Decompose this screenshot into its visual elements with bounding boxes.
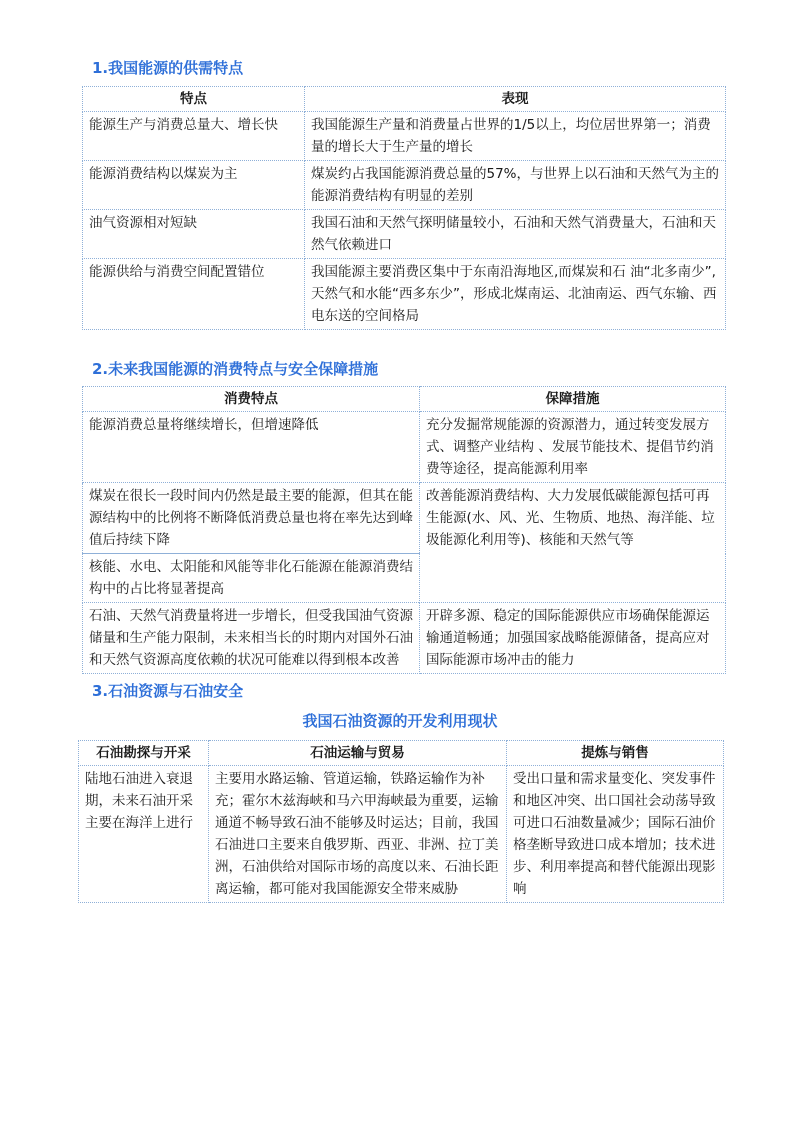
header-feature: 特点 — [83, 87, 305, 112]
consumption-feature-cell: 煤炭在很长一段时间内仍然是最主要的能源，但其在能源结构中的比例将不断降低消费总量也将在率先达到峰值后持续下降 — [83, 483, 420, 554]
table-row — [83, 112, 726, 161]
performance-cell: 我国能源主要消费区集中于东南沿海地区,而煤炭和石 油“北多南少”,天然气和水能“西多东少”，形成北煤南运、北油南运、西气东输、西电东送的空间格局 — [305, 259, 726, 330]
feature-cell: 能源生产与消费总量大、增长快 — [83, 112, 305, 161]
performance-cell: 煤炭约占我国能源消费总量的57%，与世界上以石油和天然气为主的能源消费结构有明显的差别 — [305, 161, 726, 210]
feature-cell: 能源消费结构以煤炭为主 — [83, 161, 305, 210]
consumption-feature-cell: 能源消费总量将继续增长，但增速降低 — [83, 412, 420, 483]
safeguard-measure-cell: 开辟多源、稳定的国际能源供应市场确保能源运输通道畅通；加强国家战略能源储备，提高应对国际能源市场冲击的能力 — [420, 603, 726, 674]
performance-cell: 我国能源生产量和消费量占世界的1/5以上，均位居世界第一；消费量的增长大于生产量的增长 — [305, 112, 726, 161]
future-consumption-table — [82, 386, 726, 674]
table-row — [83, 259, 726, 330]
header-consumption-feature: 消费特点 — [83, 387, 420, 412]
oil-table-title: 我国石油资源的开发利用现状 — [302, 712, 498, 730]
section1-title: 1.我国能源的供需特点 — [92, 59, 244, 77]
supply-demand-table — [82, 86, 726, 330]
refining-sales-cell: 受出口量和需求量变化、突发事件和地区冲突、出口国社会动荡导致可进口石油数量减少；国际石油价格垄断导致进口成本增加；技术进步、利用率提高和替代能源出现影响 — [507, 766, 724, 903]
table-row — [83, 483, 726, 554]
consumption-feature-cell: 核能、水电、太阳能和风能等非化石能源在能源消费结构中的占比将显著提高 — [83, 554, 420, 603]
header-refining-sales: 提炼与销售 — [507, 741, 724, 766]
consumption-feature-cell: 石油、天然气消费量将进一步增长，但受我国油气资源储量和生产能力限制，未来相当长的时期内对国外石油和天然气资源高度依赖的状况可能难以得到根本改善 — [83, 603, 420, 674]
performance-cell: 我国石油和天然气探明储量较小，石油和天然气消费量大，石油和天然气依赖进口 — [305, 210, 726, 259]
table-header-row — [83, 87, 726, 112]
table-row — [83, 603, 726, 674]
transport-trade-cell: 主要用水路运输、管道运输，铁路运输作为补充；霍尔木兹海峡和马六甲海峡最为重要，运输通道不畅导致石油不能够及时运达；目前，我国石油进口主要来自俄罗斯、西亚、非洲、拉丁美洲，石油供给对国际市场的高度以来、石油长距离运输，都可能对我国能源安全带来威胁 — [209, 766, 507, 903]
table-row — [83, 161, 726, 210]
header-safeguard-measure: 保障措施 — [420, 387, 726, 412]
table-row — [83, 210, 726, 259]
feature-cell: 油气资源相对短缺 — [83, 210, 305, 259]
section3-title: 3.石油资源与石油安全 — [92, 682, 244, 700]
table-row — [79, 766, 724, 903]
header-transport-trade: 石油运输与贸易 — [209, 741, 507, 766]
section2-title: 2.未来我国能源的消费特点与安全保障措施 — [92, 360, 379, 378]
safeguard-measure-cell: 改善能源消费结构、大力发展低碳能源包括可再生能源(水、风、光、生物质、地热、海洋能、垃圾能源化利用等)、核能和天然气等 — [420, 483, 726, 603]
exploration-cell: 陆地石油进入衰退期，未来石油开采主要在海洋上进行 — [79, 766, 209, 903]
table-row — [83, 412, 726, 483]
oil-resources-table — [78, 740, 724, 903]
safeguard-measure-cell: 充分发掘常规能源的资源潜力，通过转变发展方式、调整产业结构 、发展节能技术、提倡节约消费等途径，提高能源利用率 — [420, 412, 726, 483]
table-header-row — [83, 387, 726, 412]
header-performance: 表现 — [305, 87, 726, 112]
header-exploration: 石油勘探与开采 — [79, 741, 209, 766]
feature-cell: 能源供给与消费空间配置错位 — [83, 259, 305, 330]
table-header-row — [79, 741, 724, 766]
